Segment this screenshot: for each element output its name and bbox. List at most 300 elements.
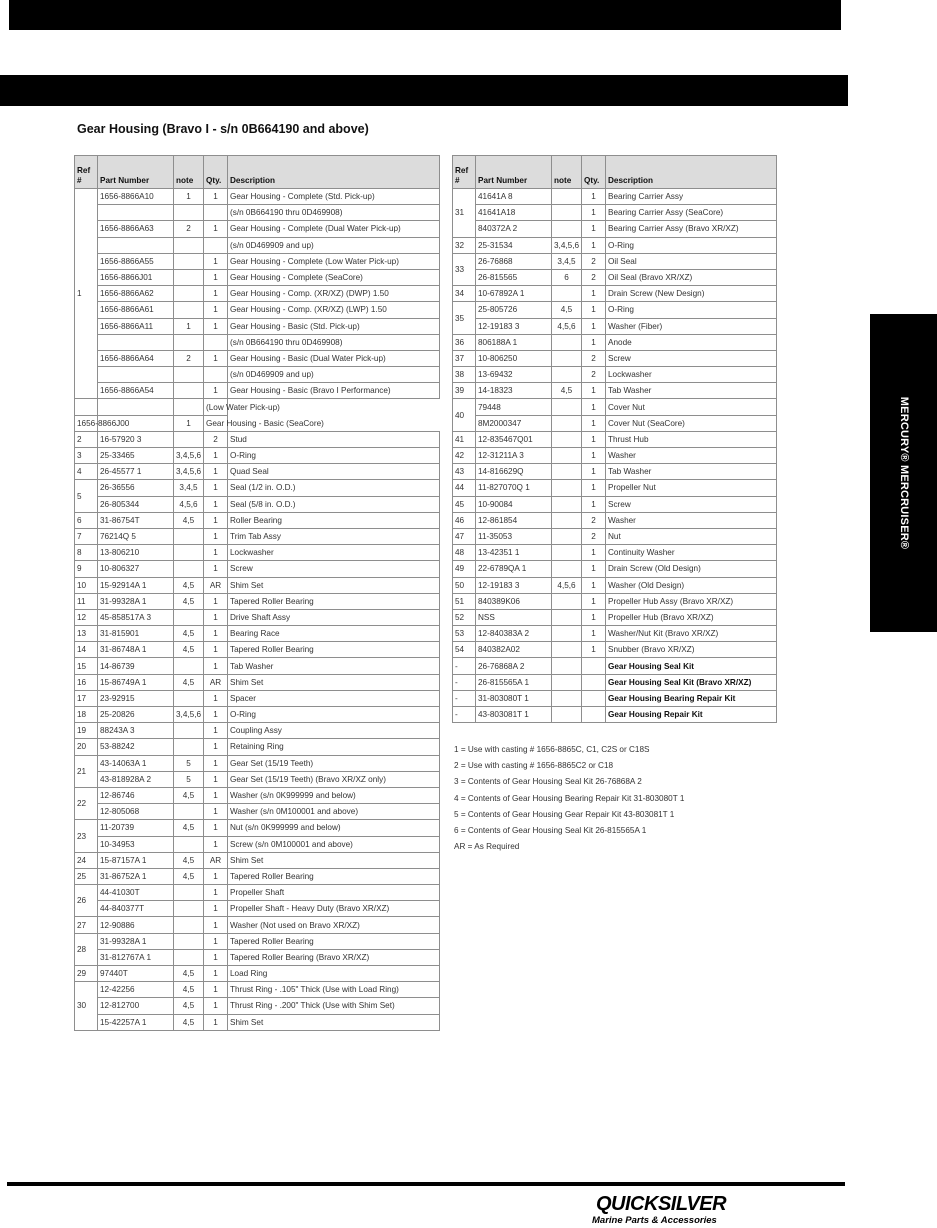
section-header-bar xyxy=(0,75,848,106)
description-cell: Retaining Ring xyxy=(228,739,440,755)
description-cell: O-Ring xyxy=(228,707,440,723)
note-cell: 4,5 xyxy=(174,966,204,982)
table-row xyxy=(453,269,777,285)
table-row xyxy=(75,982,440,998)
note-cell xyxy=(552,658,582,674)
table-row xyxy=(75,302,440,318)
ref-cell: 16 xyxy=(75,674,98,690)
table-row xyxy=(453,334,777,350)
note-cell xyxy=(552,189,582,205)
table-row xyxy=(453,318,777,334)
description-cell: Gear Housing - Basic (SeaCore) xyxy=(204,415,228,431)
table-row xyxy=(75,464,440,480)
table-row xyxy=(453,367,777,383)
description-cell: Roller Bearing xyxy=(228,512,440,528)
note-cell xyxy=(174,804,204,820)
note-cell xyxy=(552,674,582,690)
ref-cell: 42 xyxy=(453,448,476,464)
note-cell xyxy=(174,253,204,269)
note-cell: 4,5 xyxy=(174,674,204,690)
part-number-cell: 12-812700 xyxy=(98,998,174,1014)
description-cell: (Low Water Pick-up) xyxy=(204,399,228,415)
ref-cell: 45 xyxy=(453,496,476,512)
ref-cell: 30 xyxy=(75,982,98,1031)
note-cell xyxy=(552,464,582,480)
note-cell xyxy=(174,561,204,577)
qty-cell: 1 xyxy=(582,399,606,415)
table-row xyxy=(453,496,777,512)
part-number-cell: 1656-8866A55 xyxy=(98,253,174,269)
qty-cell: 1 xyxy=(582,383,606,399)
part-number-cell: 10-806250 xyxy=(476,350,552,366)
part-number-cell: 31-86748A 1 xyxy=(98,642,174,658)
ref-cell: - xyxy=(453,690,476,706)
qty-cell: 1 xyxy=(582,561,606,577)
ref-cell: 31 xyxy=(453,189,476,238)
description-cell: Thrust Ring - .200" Thick (Use with Shim Set) xyxy=(228,998,440,1014)
description-cell: O-Ring xyxy=(606,302,777,318)
note-cell xyxy=(174,431,204,447)
qty-cell: 1 xyxy=(204,658,228,674)
part-number-cell: 31-99328A 1 xyxy=(98,593,174,609)
table-row xyxy=(453,448,777,464)
part-number-cell: 1656-8866A64 xyxy=(98,350,174,366)
table-row xyxy=(75,205,440,221)
footnote-line: 3 = Contents of Gear Housing Seal Kit 26-76868A 2 xyxy=(454,777,642,787)
part-number-cell: 23-92915 xyxy=(98,690,174,706)
top-black-bar xyxy=(9,0,841,30)
note-cell xyxy=(552,690,582,706)
part-number-cell: 12-42256 xyxy=(98,982,174,998)
part-number-cell xyxy=(98,205,174,221)
ref-cell: 4 xyxy=(75,464,98,480)
note-cell xyxy=(174,334,204,350)
description-cell: Shim Set xyxy=(228,852,440,868)
description-cell: Screw xyxy=(606,350,777,366)
table-row xyxy=(75,334,440,350)
description-cell: Drain Screw (New Design) xyxy=(606,286,777,302)
qty-cell: 1 xyxy=(204,253,228,269)
part-number-cell: 15-87157A 1 xyxy=(98,852,174,868)
qty-cell: AR xyxy=(204,674,228,690)
part-number-cell: 12-86746 xyxy=(98,787,174,803)
table-row xyxy=(75,286,440,302)
table-row xyxy=(75,723,440,739)
qty-cell: 2 xyxy=(582,512,606,528)
ref-cell: 19 xyxy=(75,723,98,739)
note-cell: 3,4,5,6 xyxy=(174,448,204,464)
qty-cell: 1 xyxy=(174,415,204,431)
qty-cell: AR xyxy=(204,577,228,593)
note-cell: 4,5 xyxy=(174,982,204,998)
col-header-description: Description xyxy=(606,156,777,189)
note-cell xyxy=(552,545,582,561)
qty-cell: 1 xyxy=(582,302,606,318)
description-cell: Gear Housing Repair Kit xyxy=(606,707,777,723)
qty-cell: 1 xyxy=(582,334,606,350)
part-number-cell: 15-92914A 1 xyxy=(98,577,174,593)
table-row xyxy=(75,626,440,642)
description-cell: Tab Washer xyxy=(606,383,777,399)
table-row xyxy=(75,448,440,464)
description-cell: Gear Housing - Basic (Dual Water Pick-up) xyxy=(228,350,440,366)
qty-cell xyxy=(174,399,204,415)
note-cell xyxy=(174,367,204,383)
part-number-cell: 26-36556 xyxy=(98,480,174,496)
note-cell xyxy=(552,415,582,431)
part-number-cell: 12-805068 xyxy=(98,804,174,820)
description-cell: Cover Nut (SeaCore) xyxy=(606,415,777,431)
note-cell xyxy=(174,302,204,318)
qty-cell: 1 xyxy=(204,868,228,884)
part-number-cell: 14-816629Q xyxy=(476,464,552,480)
part-number-cell: 10-90084 xyxy=(476,496,552,512)
qty-cell: 1 xyxy=(204,609,228,625)
qty-cell: 1 xyxy=(204,771,228,787)
qty-cell: 1 xyxy=(204,286,228,302)
part-number-cell: 806188A 1 xyxy=(476,334,552,350)
table-row xyxy=(75,998,440,1014)
part-number-cell: 1656-8866A62 xyxy=(98,286,174,302)
parts-table-left xyxy=(74,155,440,1031)
footnotes xyxy=(454,742,684,855)
col-header-qty: Qty. xyxy=(204,156,228,189)
note-cell xyxy=(552,334,582,350)
qty-cell xyxy=(582,674,606,690)
part-number-cell: 88243A 3 xyxy=(98,723,174,739)
ref-cell: 5 xyxy=(75,480,98,512)
logo-wordmark: QUICKSILVER xyxy=(596,1193,727,1215)
qty-cell: 1 xyxy=(582,577,606,593)
note-cell xyxy=(552,707,582,723)
description-cell: Washer xyxy=(606,448,777,464)
part-number-cell: 12-31211A 3 xyxy=(476,448,552,464)
ref-cell: 28 xyxy=(75,933,98,965)
part-number-cell: 31-99328A 1 xyxy=(98,933,174,949)
table-row xyxy=(75,221,440,237)
description-cell: Gear Housing - Basic (Bravo I Performance) xyxy=(228,383,440,399)
qty-cell: 1 xyxy=(582,480,606,496)
part-number-cell: 13-806210 xyxy=(98,545,174,561)
table-row xyxy=(453,253,777,269)
qty-cell: 1 xyxy=(204,820,228,836)
ref-cell: 8 xyxy=(75,545,98,561)
table-row xyxy=(75,350,440,366)
part-number-cell: 12-90886 xyxy=(98,917,174,933)
description-cell: Bearing Carrier Assy (SeaCore) xyxy=(606,205,777,221)
description-cell: Tab Washer xyxy=(606,464,777,480)
table-row xyxy=(453,626,777,642)
note-cell xyxy=(552,561,582,577)
part-number-cell: 11-35053 xyxy=(476,528,552,544)
col-header-ref: Ref # xyxy=(453,156,476,189)
note-cell xyxy=(552,593,582,609)
note-cell xyxy=(552,431,582,447)
qty-cell: 1 xyxy=(204,885,228,901)
note-cell: 5 xyxy=(174,771,204,787)
ref-cell: 23 xyxy=(75,820,98,852)
part-number-cell: 45-858517A 3 xyxy=(98,609,174,625)
description-cell: Tapered Roller Bearing xyxy=(228,933,440,949)
ref-cell: 46 xyxy=(453,512,476,528)
description-cell: Oil Seal xyxy=(606,253,777,269)
table-row xyxy=(75,577,440,593)
note-cell: 4,5 xyxy=(174,852,204,868)
table-row xyxy=(75,528,440,544)
qty-cell: 1 xyxy=(582,318,606,334)
table-row xyxy=(75,868,440,884)
qty-cell: 1 xyxy=(204,787,228,803)
part-number-cell: 43-803081T 1 xyxy=(476,707,552,723)
description-cell: Gear Housing - Comp. (XR/XZ) (LWP) 1.50 xyxy=(228,302,440,318)
ref-cell: 48 xyxy=(453,545,476,561)
part-number-cell: 1656-8866J00 xyxy=(75,415,98,431)
qty-cell: 1 xyxy=(204,949,228,965)
description-cell: (s/n 0D469909 and up) xyxy=(228,237,440,253)
note-cell: 2 xyxy=(174,221,204,237)
col-header-description: Description xyxy=(228,156,440,189)
table-row xyxy=(453,189,777,205)
table-row xyxy=(453,674,777,690)
col-header-part-number: Part Number xyxy=(98,156,174,189)
table-row xyxy=(453,512,777,528)
ref-cell: 36 xyxy=(453,334,476,350)
part-number-cell: 10-67892A 1 xyxy=(476,286,552,302)
part-number-cell: 13-69432 xyxy=(476,367,552,383)
ref-cell: 32 xyxy=(453,237,476,253)
col-header-ref: Ref # xyxy=(75,156,98,189)
qty-cell: 1 xyxy=(204,933,228,949)
description-cell: Shim Set xyxy=(228,674,440,690)
description-cell: Tapered Roller Bearing xyxy=(228,868,440,884)
description-cell: Washer (s/n 0K999999 and below) xyxy=(228,787,440,803)
note-cell xyxy=(552,642,582,658)
ref-cell: 39 xyxy=(453,383,476,399)
note-cell: 4,5 xyxy=(174,577,204,593)
description-cell: Tapered Roller Bearing xyxy=(228,593,440,609)
qty-cell xyxy=(204,367,228,383)
footnote-line: 6 = Contents of Gear Housing Seal Kit 26-815565A 1 xyxy=(454,826,647,836)
table-row xyxy=(453,383,777,399)
description-cell: Drive Shaft Assy xyxy=(228,609,440,625)
part-number-cell: 43-14063A 1 xyxy=(98,755,174,771)
part-number-cell: 840382A02 xyxy=(476,642,552,658)
table-row xyxy=(75,512,440,528)
part-number-cell: 840372A 2 xyxy=(476,221,552,237)
qty-cell xyxy=(204,334,228,350)
description-cell: Bearing Carrier Assy (Bravo XR/XZ) xyxy=(606,221,777,237)
qty-cell: 2 xyxy=(582,528,606,544)
part-number-cell: 8M2000347 xyxy=(476,415,552,431)
note-cell: 4,5 xyxy=(552,302,582,318)
description-cell: Gear Housing - Comp. (XR/XZ) (DWP) 1.50 xyxy=(228,286,440,302)
table-row xyxy=(75,399,440,415)
description-cell: Oil Seal (Bravo XR/XZ) xyxy=(606,269,777,285)
qty-cell: 1 xyxy=(204,545,228,561)
description-cell: Drain Screw (Old Design) xyxy=(606,561,777,577)
note-cell: 4,5,6 xyxy=(552,318,582,334)
note-cell xyxy=(174,205,204,221)
qty-cell: 1 xyxy=(204,723,228,739)
qty-cell: 1 xyxy=(204,804,228,820)
description-cell: Nut (s/n 0K999999 and below) xyxy=(228,820,440,836)
ref-cell: - xyxy=(453,658,476,674)
part-number-cell: 26-805344 xyxy=(98,496,174,512)
qty-cell: AR xyxy=(204,852,228,868)
note-cell: 4,5,6 xyxy=(174,496,204,512)
qty-cell: 2 xyxy=(582,253,606,269)
table-row xyxy=(75,966,440,982)
description-cell: Gear Set (15/19 Teeth) xyxy=(228,755,440,771)
part-number-cell: 26-76868A 2 xyxy=(476,658,552,674)
description-cell: Screw (s/n 0M100001 and above) xyxy=(228,836,440,852)
note-cell: 4,5 xyxy=(552,383,582,399)
ref-cell: 21 xyxy=(75,755,98,787)
table-row xyxy=(453,431,777,447)
part-number-cell: 44-840377T xyxy=(98,901,174,917)
note-cell xyxy=(552,205,582,221)
table-row xyxy=(75,901,440,917)
ref-cell: 41 xyxy=(453,431,476,447)
table-row xyxy=(453,237,777,253)
table-row xyxy=(75,318,440,334)
ref-cell: 1 xyxy=(75,189,98,399)
part-number-cell xyxy=(98,237,174,253)
qty-cell: 1 xyxy=(204,593,228,609)
description-cell: Propeller Shaft - Heavy Duty (Bravo XR/XZ) xyxy=(228,901,440,917)
footnote-line: 1 = Use with casting # 1656-8865C, C1, C2S or C18S xyxy=(454,745,650,754)
table-row xyxy=(75,561,440,577)
description-cell: Spacer xyxy=(228,690,440,706)
ref-cell: 3 xyxy=(75,448,98,464)
part-number-cell: 15-86749A 1 xyxy=(98,674,174,690)
table-row xyxy=(75,545,440,561)
qty-cell: 1 xyxy=(204,690,228,706)
qty-cell: 1 xyxy=(204,1014,228,1030)
part-number-cell: 16-57920 3 xyxy=(98,431,174,447)
table-row xyxy=(453,593,777,609)
qty-cell: 1 xyxy=(582,448,606,464)
qty-cell: 1 xyxy=(204,901,228,917)
table-row xyxy=(453,302,777,318)
note-cell: 4,5 xyxy=(174,512,204,528)
description-cell: Propeller Shaft xyxy=(228,885,440,901)
description-cell: Washer xyxy=(606,512,777,528)
ref-cell: 13 xyxy=(75,626,98,642)
note-cell xyxy=(174,917,204,933)
table-row xyxy=(75,933,440,949)
part-number-cell: 1656-8866A61 xyxy=(98,302,174,318)
page-title: Gear Housing (Bravo I - s/n 0B664190 and above) xyxy=(77,122,369,136)
part-number-cell: NSS xyxy=(476,609,552,625)
table-row xyxy=(75,820,440,836)
note-cell xyxy=(552,448,582,464)
ref-cell: 35 xyxy=(453,302,476,334)
qty-cell: 1 xyxy=(582,626,606,642)
qty-cell: 1 xyxy=(204,836,228,852)
logo-subtitle: Marine Parts & Accessories xyxy=(592,1215,717,1226)
ref-cell: 7 xyxy=(75,528,98,544)
description-cell: Quad Seal xyxy=(228,464,440,480)
ref-cell: 53 xyxy=(453,626,476,642)
note-cell xyxy=(552,626,582,642)
note-cell: 3,4,5,6 xyxy=(174,707,204,723)
ref-cell: 38 xyxy=(453,367,476,383)
part-number-cell: 22-6789QA 1 xyxy=(476,561,552,577)
table-row xyxy=(75,771,440,787)
part-number-cell: 79448 xyxy=(476,399,552,415)
qty-cell xyxy=(582,707,606,723)
part-number-cell xyxy=(75,399,98,415)
ref-cell: 27 xyxy=(75,917,98,933)
ref-cell: 22 xyxy=(75,787,98,819)
part-number-cell: 1656-8866J01 xyxy=(98,269,174,285)
part-number-cell: 14-18323 xyxy=(476,383,552,399)
footnote-line: 5 = Contents of Gear Housing Gear Repair Kit 43-803081T 1 xyxy=(454,809,675,819)
part-number-cell xyxy=(98,334,174,350)
ref-cell: 18 xyxy=(75,707,98,723)
qty-cell: 1 xyxy=(204,998,228,1014)
description-cell: Lockwasher xyxy=(228,545,440,561)
note-cell: 4,5 xyxy=(174,1014,204,1030)
footnote-line: AR = As Required xyxy=(454,842,520,852)
note-cell xyxy=(174,949,204,965)
table-row xyxy=(75,690,440,706)
description-cell: Washer (Fiber) xyxy=(606,318,777,334)
description-cell: Gear Housing - Complete (SeaCore) xyxy=(228,269,440,285)
description-cell: Gear Housing Seal Kit xyxy=(606,658,777,674)
qty-cell: 1 xyxy=(204,221,228,237)
table-row xyxy=(75,269,440,285)
note-cell xyxy=(98,399,174,415)
note-cell xyxy=(552,286,582,302)
qty-cell: 1 xyxy=(204,982,228,998)
table-row xyxy=(453,480,777,496)
table-header-row xyxy=(75,156,440,189)
part-number-cell: 26-45577 1 xyxy=(98,464,174,480)
parts-table-right xyxy=(452,155,777,723)
table-row xyxy=(75,609,440,625)
col-header-part-number: Part Number xyxy=(476,156,552,189)
qty-cell: 1 xyxy=(582,431,606,447)
description-cell: Gear Set (15/19 Teeth) (Bravo XR/XZ only) xyxy=(228,771,440,787)
table-row xyxy=(75,431,440,447)
note-cell: 3,4,5,6 xyxy=(552,237,582,253)
description-cell: Thrust Ring - .105" Thick (Use with Load Ring) xyxy=(228,982,440,998)
table-row xyxy=(453,464,777,480)
part-number-cell xyxy=(98,367,174,383)
ref-cell: 37 xyxy=(453,350,476,366)
ref-cell: 54 xyxy=(453,642,476,658)
part-number-cell: 11-827070Q 1 xyxy=(476,480,552,496)
part-number-cell: 11-20739 xyxy=(98,820,174,836)
table-row xyxy=(75,1014,440,1030)
table-row xyxy=(75,237,440,253)
table-row xyxy=(75,658,440,674)
qty-cell: 2 xyxy=(582,367,606,383)
note-cell: 1 xyxy=(174,318,204,334)
description-cell: Anode xyxy=(606,334,777,350)
part-number-cell: 840389K06 xyxy=(476,593,552,609)
description-cell: Propeller Hub Assy (Bravo XR/XZ) xyxy=(606,593,777,609)
ref-cell: 40 xyxy=(453,399,476,431)
description-cell: Gear Housing Bearing Repair Kit xyxy=(606,690,777,706)
note-cell xyxy=(174,545,204,561)
description-cell: Screw xyxy=(606,496,777,512)
ref-cell: 33 xyxy=(453,253,476,285)
part-number-cell: 76214Q 5 xyxy=(98,528,174,544)
table-row xyxy=(453,528,777,544)
